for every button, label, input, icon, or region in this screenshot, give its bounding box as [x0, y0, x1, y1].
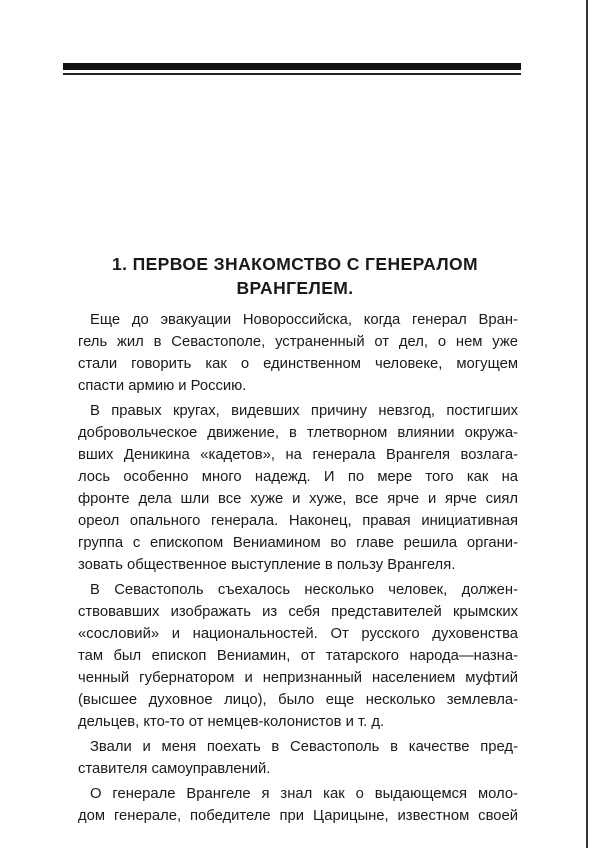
chapter-title — [60, 252, 530, 300]
text-line: ореол опального генерала. Наконец, правая инициативная — [78, 513, 518, 529]
paragraph — [78, 579, 518, 733]
paragraph — [78, 400, 518, 576]
header-rule-thin — [63, 73, 521, 75]
text-line: стали говорить как о единственном человеке, могущем — [78, 356, 518, 372]
text-line: Звали и меня поехать в Севастополь в качестве пред- — [90, 739, 518, 755]
paragraph — [78, 736, 518, 780]
paragraph — [78, 309, 518, 397]
text-line: дельцев, кто-то от немцев-колонистов и т. д. — [78, 714, 385, 730]
header-rule-thick — [63, 63, 521, 70]
text-line: В Севастополь съехалось несколько человек, должен- — [90, 582, 518, 598]
text-line: лось особенно много надежд. И по мере того как на — [78, 469, 518, 485]
body-text — [78, 309, 518, 830]
text-line: ченный губернатором и непризнанный населением муфтий — [78, 670, 518, 686]
text-line: спасти армию и Россию. — [78, 378, 247, 394]
chapter-title-line-2: ВРАНГЕЛЕМ. — [236, 278, 354, 298]
paragraph — [78, 783, 518, 827]
text-line: «сословий» и национальностей. От русского духовенства — [78, 626, 518, 642]
text-line: зовать общественное выступление в пользу Врангеля. — [78, 557, 456, 573]
text-line: ствовавших изображать из себя представителей крымских — [78, 604, 518, 620]
text-line: там был епископ Вениамин, от татарского народа—назна- — [78, 648, 518, 664]
text-line: вших Деникина «кадетов», на генерала Врангеля возлага- — [78, 447, 518, 463]
text-line: добровольческое движение, в тлетворном влиянии окружа- — [78, 425, 518, 441]
text-line: О генерале Врангеле я знал как о выдающемся моло- — [90, 786, 518, 802]
text-line: В правых кругах, видевших причину невзгод, постигших — [90, 403, 518, 419]
text-line: гель жил в Севастополе, устраненный от дел, о нем уже — [78, 334, 518, 350]
text-line: Еще до эвакуации Новороссийска, когда генерал Вран- — [90, 312, 518, 328]
text-line: ставителя самоуправлений. — [78, 761, 271, 777]
chapter-title-line-1: 1. ПЕРВОЕ ЗНАКОМСТВО С ГЕНЕРАЛОМ — [111, 254, 479, 274]
text-line: (высшее духовное лицо), было еще несколько землевла- — [78, 692, 518, 708]
text-line: группа с епископом Вениамином во главе решила органи- — [78, 535, 518, 551]
text-line: дом генерале, победителе при Царицыне, известном своей — [78, 808, 518, 824]
text-line: фронте дела шли все хуже и хуже, все ярче и ярче сиял — [78, 491, 518, 507]
